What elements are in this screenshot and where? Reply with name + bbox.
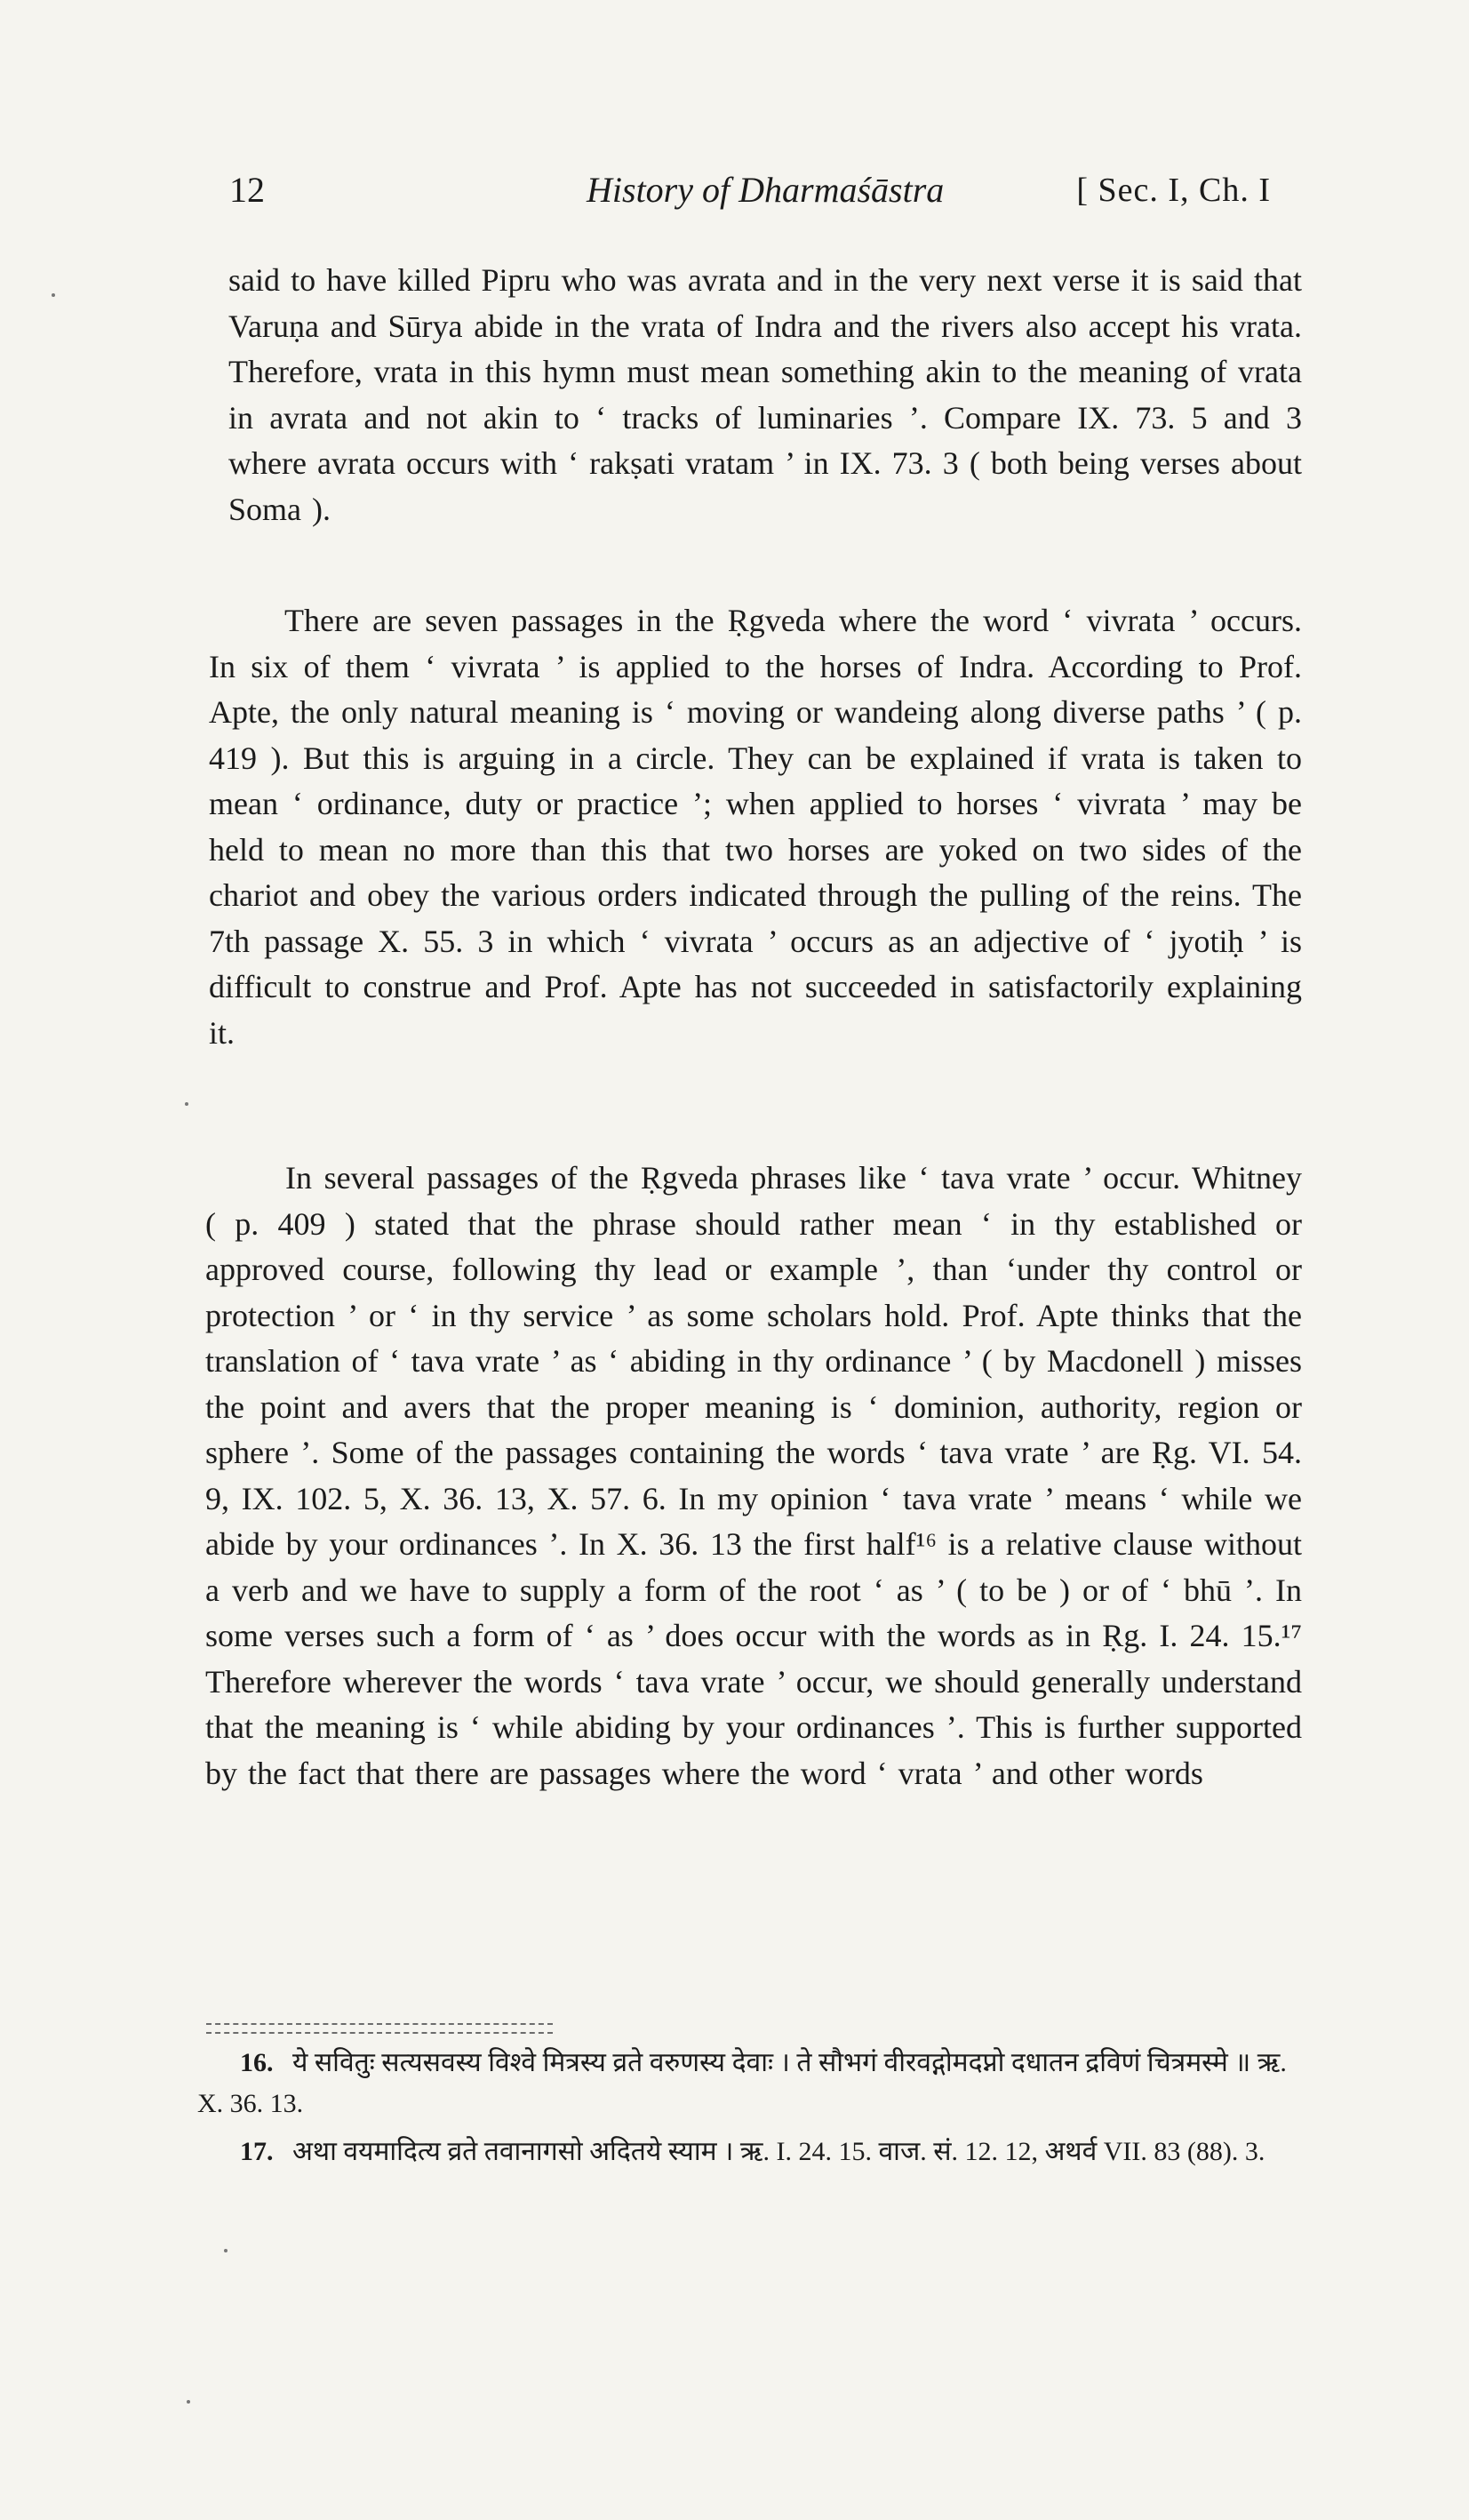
footnote-text: ये सवितुः सत्यसवस्य विश्वे मित्रस्य व्रते वरुणस्य देवाः । ते सौभगं वीरवद्गोमदप्नो दधातन द्रविणं चित्रमस्मे ॥ ऋ. X. 36. 13. bbox=[197, 2048, 1287, 2118]
page-header bbox=[222, 169, 1271, 222]
scan-speck bbox=[187, 2400, 190, 2404]
footnote-number: 17. bbox=[240, 2137, 274, 2166]
scan-speck bbox=[224, 2249, 228, 2252]
footnote-text: अथा वयमादित्य व्रते तवानागसो अदितये स्याम । ऋ. I. 24. 15. वाज. सं. 12. 12, अथर्व VII. 83 (88). 3. bbox=[292, 2137, 1265, 2166]
paragraph-2: There are seven passages in the Ṛgveda where the word ‘ vivrata ’ occurs. In six of them ‘ vivrata ’ is applied to the horses of Indra. According to Prof. Apte, the only natural meaning is ‘ moving or wandeing along diverse paths ’ ( p. 419 ). But this is arguing in a circle. They can be explained if vrata is taken to mean ‘ ordinance, duty or practice ’; when applied to horses ‘ vivrata ’ may be held to mean no more than this that two horses are yoked on two sides of the chariot and obey the various orders indicated through the pulling of the reins. The 7th passage X. 55. 3 in which ‘ vivrata ’ occurs as an adjective of ‘ jyotiḥ ’ is difficult to construe and Prof. Apte has not succeeded in satisfactorily explaining it. bbox=[209, 603, 1302, 1051]
footnote-divider bbox=[206, 2023, 553, 2034]
running-title: History of Dharmaśāstra bbox=[587, 170, 945, 210]
footnote-16 bbox=[197, 2043, 1290, 2124]
footnote-17 bbox=[197, 2132, 1290, 2172]
page-number: 12 bbox=[229, 170, 265, 210]
paragraph-1: said to have killed Pipru who was avrata and in the very next verse it is said that Varuṇa and Sūrya abide in the vrata of Indra and the rivers also accept his vrata. Therefore, vrata in this hymn must mean something akin to the meaning of vrata in avrata and not akin to ‘ tracks of luminaries ’. Compare IX. 73. 5 and 3 where avrata occurs with ‘ rakṣati vratam ’ in IX. 73. 3 ( both being verses about Soma ). bbox=[228, 262, 1302, 527]
footnotes bbox=[197, 2043, 1290, 2180]
footnote-number: 16. bbox=[240, 2048, 274, 2077]
section-reference: [ Sec. I, Ch. I bbox=[1076, 172, 1271, 209]
paragraph-3: In several passages of the Ṛgveda phrases like ‘ tava vrate ’ occur. Whitney ( p. 409 ) stated that the phrase should rather mean ‘ in thy established or approved course, following thy lead or example ’, than ‘under thy control or protection ’ or ‘ in thy service ’ as some scholars hold. Prof. Apte thinks that the translation of ‘ tava vrate ’ as ‘ abiding in thy ordinance ’ ( by Macdonell ) misses the point and avers that the proper meaning is ‘ dominion, authority, region or sphere ’. Some of the passages containing the words ‘ tava vrate ’ are Ṛg. VI. 54. 9, IX. 102. 5, X. 36. 13, X. 57. 6. In my opinion ‘ tava vrate ’ means ‘ while we abide by your ordinances ’. In X. 36. 13 the first half¹⁶ is a relative clause without a verb and we have to supply a form of the root ‘ as ’ ( to be ) or of ‘ bhū ’. In some verses such a form of ‘ as ’ does occur with the words as in Ṛg. I. 24. 15.¹⁷ Therefore wherever the words ‘ tava vrate ’ occur, we should generally understand that the meaning is ‘ while abiding by your ordinances ’. This is further supported by the fact that there are passages where the word ‘ vrata ’ and other words bbox=[205, 1160, 1302, 1791]
scan-speck bbox=[52, 293, 55, 297]
scan-speck bbox=[185, 1102, 188, 1106]
